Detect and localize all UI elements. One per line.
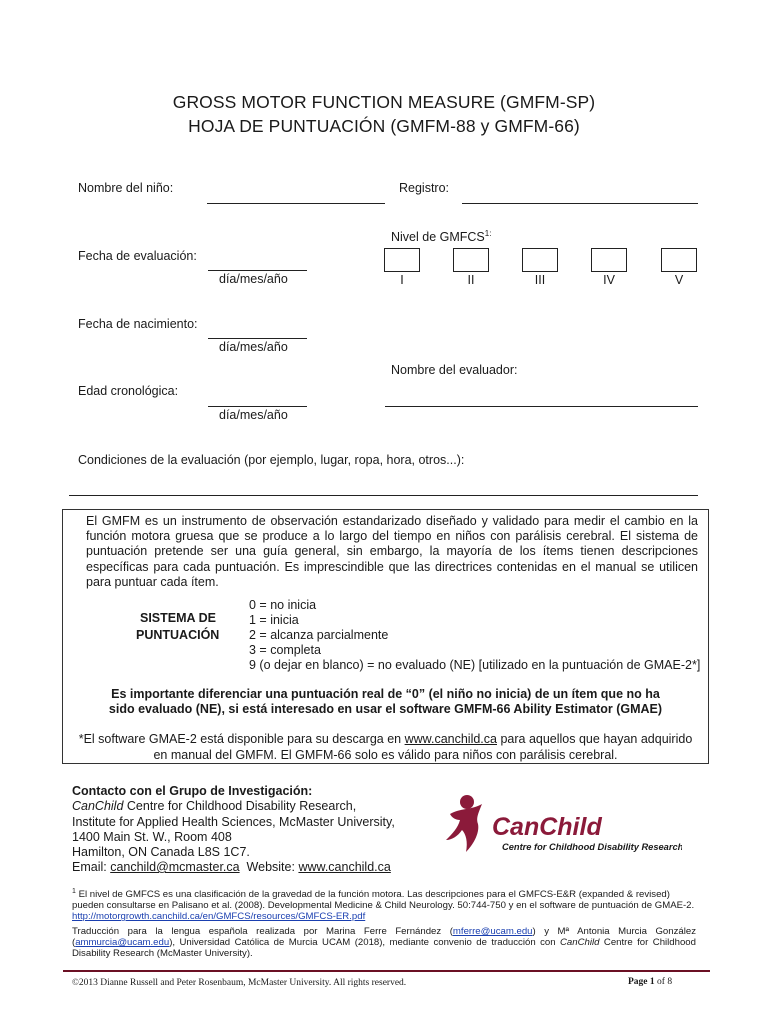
eval-date-field[interactable] — [208, 270, 307, 271]
gmfcs-level-v: V — [674, 273, 684, 287]
software-note-text-2: para aquellos que hayan adquirido — [496, 732, 693, 746]
email-label: Email: — [72, 860, 111, 874]
contact-line4: Hamilton, ON Canada L8S 1C7. — [72, 845, 250, 859]
gmfcs-er-link[interactable]: http://motorgrowth.canchild.ca/en/GMFCS/resources/GMFCS-ER.pdf — [72, 911, 366, 923]
website-link[interactable]: www.canchild.ca — [298, 860, 391, 874]
logo-tagline: Centre for Childhood Disability Research — [502, 842, 682, 852]
translator-email-1[interactable]: mferre@ucam.edu — [452, 926, 533, 937]
gmfcs-footnote-ref: 1: — [484, 229, 492, 238]
translation-text-2: ) y Mª Antonia Murcia González ( — [72, 926, 696, 948]
intro-paragraph: El GMFM es un instrumento de observación estandarizado diseñado y validado para medir el cambio en la función motora gruesa que se produce a lo largo del tiempo en niños con parálisis cerebral. El sistema de puntuación pretende ser una guía general, sin embargo, la mayoría de los ítems tienen descripciones específicas para cada puntuación. Es imprescindible que las directrices contenidas en el manual se utilicen para puntuar cada ítem. — [86, 514, 698, 589]
translation-text-3: ), Universidad Católica de Murcia UCAM (2018), mediante convenio de traducción con — [169, 937, 560, 948]
gmfcs-level-i: I — [400, 273, 404, 287]
translation-italic: CanChild — [560, 937, 600, 948]
document-title-line1: GROSS MOTOR FUNCTION MEASURE (GMFM-SP) — [172, 92, 596, 112]
gmfcs-level-ii: II — [467, 273, 475, 287]
evaluator-field[interactable] — [385, 406, 698, 407]
child-name-field[interactable] — [207, 203, 385, 204]
score-3: 3 = completa — [249, 643, 321, 657]
footer-copyright — [72, 977, 406, 988]
score-2: 2 = alcanza parcialmente — [249, 628, 389, 642]
contact-org — [72, 799, 356, 814]
scoring-title-2: PUNTUACIÓN — [136, 628, 220, 642]
child-name-label: Nombre del niño: — [78, 181, 174, 195]
birth-date-format: día/mes/año — [219, 340, 288, 354]
canchild-logo — [442, 790, 682, 860]
score-0: 0 = no inicia — [249, 598, 317, 612]
age-label: Edad cronológica: — [78, 384, 179, 398]
eval-date-label: Fecha de evaluación: — [78, 249, 197, 263]
email-link[interactable]: canchild@mcmaster.ca — [110, 860, 240, 874]
gmfcs-box-iv[interactable] — [591, 248, 627, 272]
software-note-line1 — [62, 732, 709, 746]
contact-line3: 1400 Main St. W., Room 408 — [72, 830, 232, 844]
conditions-field[interactable] — [69, 495, 698, 496]
copyright-icon: © — [72, 977, 79, 987]
translation-text-1: Traducción para la lengua española realizada por Marina Ferre Fernández ( — [72, 926, 453, 937]
important-note-line2: sido evaluado (NE), si está interesado en usar el software GMFM-66 Ability Estimator (GMAE) — [108, 702, 663, 716]
gmfcs-level-iii: III — [534, 273, 546, 287]
gmfcs-box-ii[interactable] — [453, 248, 489, 272]
page-total: of 8 — [654, 977, 673, 987]
age-field[interactable] — [208, 406, 307, 407]
score-1: 1 = inicia — [249, 613, 299, 627]
footer-rule — [63, 970, 710, 972]
translation-text-4: Centre for Childhood Disability Research (McMaster University). — [72, 937, 696, 959]
birth-date-field[interactable] — [208, 338, 307, 339]
footnote-gmfcs-text: El nivel de GMFCS es una clasificación de la gravedad de la función motora. Las descripciones para el GMFCS-E&R (expanded & revised) pueden consultarse en Palisano et al. (2008). Developmental Medicine & Child Neurology. 50:744-750 y en el software de puntuación de GMAE-2. — [72, 889, 695, 912]
record-field[interactable] — [462, 203, 698, 204]
translation-note — [72, 926, 696, 959]
score-9: 9 (o dejar en blanco) = no evaluado (NE) [utilizado en la puntuación de GMAE-2*] — [249, 658, 701, 672]
gmfcs-box-v[interactable] — [661, 248, 697, 272]
software-note-text: *El software GMAE-2 está disponible para su descarga en — [78, 732, 405, 746]
footer-page-number — [628, 977, 672, 987]
gmfcs-box-iii[interactable] — [522, 248, 558, 272]
canchild-logo-figure — [442, 790, 682, 860]
gmfcs-box-i[interactable] — [384, 248, 420, 272]
document-title-line2: HOJA DE PUNTUACIÓN (GMFM-88 y GMFM-66) — [188, 116, 580, 136]
contact-heading: Contacto con el Grupo de Investigación: — [72, 784, 313, 798]
age-format: día/mes/año — [219, 408, 288, 422]
record-label: Registro: — [399, 181, 450, 195]
eval-date-format: día/mes/año — [219, 272, 288, 286]
footnote-number: 1 — [72, 888, 76, 895]
website-label: Website: — [239, 860, 299, 874]
footnote-gmfcs — [72, 886, 696, 922]
scoring-title-1: SISTEMA DE — [140, 611, 216, 625]
canchild-link[interactable]: www.canchild.ca — [404, 732, 497, 746]
copyright-text: 2013 Dianne Russell and Peter Rosenbaum, McMaster University. All rights reserved. — [78, 978, 407, 988]
contact-line2: Institute for Applied Health Sciences, McMaster University, — [72, 815, 395, 829]
gmfcs-label — [391, 229, 491, 244]
software-note-line2: en manual del GMFM. El GMFM-66 solo es válido para niños con parálisis cerebral. — [153, 748, 618, 762]
birth-date-label: Fecha de nacimiento: — [78, 317, 198, 331]
page-word: Page — [628, 977, 648, 987]
gmfcs-level-iv: IV — [603, 273, 615, 287]
translator-email-2[interactable]: ammurcia@ucam.edu — [75, 937, 170, 948]
page-current: 1 — [649, 977, 655, 987]
contact-org-italic: CanChild — [72, 799, 124, 813]
gmfcs-label-text: Nivel de GMFCS — [391, 230, 485, 245]
conditions-label: Condiciones de la evaluación (por ejemplo, lugar, ropa, hora, otros...): — [78, 453, 465, 467]
contact-org-rest: Centre for Childhood Disability Research, — [123, 799, 357, 813]
logo-wordmark: CanChild — [492, 813, 602, 841]
contact-email-line — [72, 860, 391, 875]
important-note-line1: Es importante diferenciar una puntuación real de “0” (el niño no inicia) de un ítem que no ha — [111, 687, 660, 701]
evaluator-label: Nombre del evaluador: — [391, 363, 518, 377]
